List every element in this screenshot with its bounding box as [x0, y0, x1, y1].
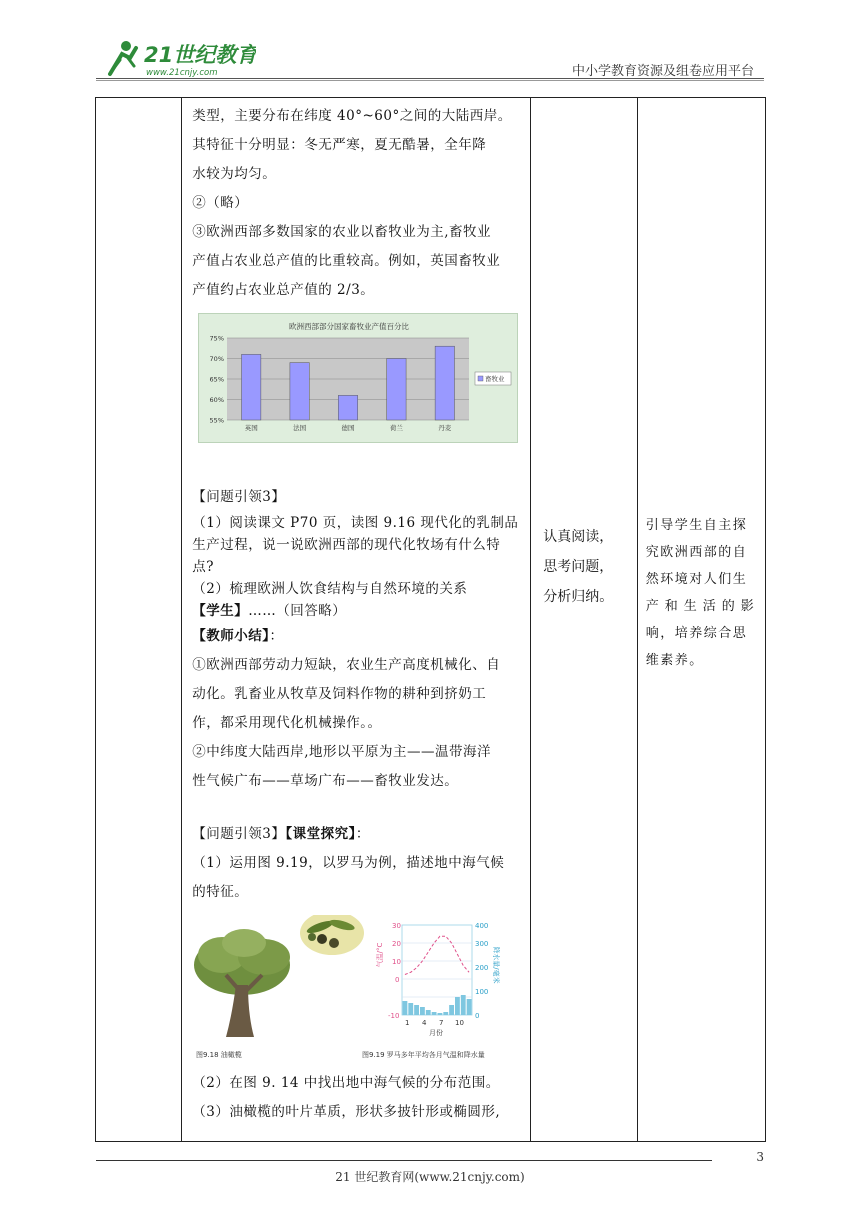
chart-title: 欧洲西部部分国家畜牧业产值百分比 [289, 322, 410, 331]
cell-teacher-activity [182, 98, 531, 1142]
text-line: （2）梳理欧洲人饮食结构与自然环境的关系 [192, 581, 468, 597]
text-line: （2）在图 9. 14 中找出地中海气候的分布范围。 [192, 1075, 500, 1091]
precip-bar [403, 1001, 408, 1015]
site-logo [96, 34, 256, 80]
teacher-colon: ： [269, 628, 284, 644]
intent-line: 维素养。 [645, 653, 704, 668]
precip-bar [461, 995, 466, 1015]
y-tick-label: 75% [209, 334, 225, 343]
livestock-chart [198, 313, 518, 443]
precip-bar [409, 1003, 414, 1015]
left-tick: 20 [392, 940, 402, 948]
precip-bar [467, 999, 472, 1015]
cell-stage [96, 98, 182, 1142]
right-tick: 200 [475, 964, 489, 972]
text-line: 产值占农业总产值的比重较高。例如，英国畜牧业 [192, 253, 501, 269]
lesson-table [95, 97, 766, 1142]
intent-line: 响，培养综合思 [645, 626, 748, 641]
fig-caption-right: 图9.19 罗马多年平均各月气温和降水量 [362, 1051, 486, 1059]
precip-bar [444, 1012, 449, 1015]
cell-student-activity [531, 98, 637, 1142]
precip-bar [426, 1010, 431, 1015]
header-divider-thin [96, 80, 764, 81]
precip-bar [455, 997, 460, 1015]
x-tick-label: 英国 [244, 424, 258, 432]
text-line: ①欧洲西部劳动力短缺，农业生产高度机械化、自 [192, 657, 501, 673]
olive-tree-image [194, 915, 364, 1059]
text-line: 作，都采用现代化机械操作。。 [192, 715, 382, 731]
student-line [192, 600, 524, 622]
left-tick: 0 [395, 976, 400, 984]
x-tick-label: 荷兰 [390, 424, 404, 432]
figure-row [192, 915, 524, 1065]
legend-label: 畜牧业 [485, 375, 505, 383]
left-tick: -10 [388, 1012, 400, 1020]
rome-climate-chart [362, 922, 501, 1059]
left-tick: 30 [392, 922, 402, 930]
y-tick-label: 65% [209, 375, 225, 384]
header-platform-text: 中小学教育资源及组卷应用平台 [571, 64, 754, 79]
text-line: 生产过程，说一说欧洲西部的现代化牧场有什么特 [192, 537, 501, 553]
right-tick: 400 [475, 922, 489, 930]
x-tick: 7 [439, 1019, 444, 1027]
y-tick-label: 70% [209, 355, 225, 363]
right-axis-label: 降水量/毫米 [492, 946, 501, 984]
x-tick-label: 法国 [293, 424, 307, 432]
bar [435, 346, 454, 420]
text-line: 类型，主要分布在纬度 40°~60°之间的大陆西岸。 [192, 108, 512, 124]
fig-caption-left: 图9.18 油橄榄 [196, 1051, 243, 1059]
x-tick: 4 [422, 1019, 427, 1027]
x-label: 月份 [429, 1029, 444, 1037]
text-line: （1）运用图 9.19，以罗马为例，描述地中海气候 [192, 855, 505, 871]
text-line: 产值约占农业总产值的 2/3。 [192, 282, 375, 298]
text-line: 点? [192, 559, 215, 575]
question-guide-title: 【问题引领3】 [192, 489, 286, 505]
student-activity-line: 思考问题， [543, 559, 614, 575]
teacher-label: 【教师小结】 [192, 628, 270, 644]
y-tick-label: 60% [209, 396, 225, 404]
text-line: 性气候广布——草场广布——畜牧业发达。 [192, 773, 459, 789]
precip-bar [414, 1005, 419, 1015]
livestock-chart-svg [199, 314, 517, 442]
right-tick: 300 [475, 940, 489, 948]
explore-colon: ： [355, 826, 370, 842]
x-tick: 10 [455, 1019, 465, 1027]
student-label: 【学生】 [192, 603, 249, 619]
footer-divider [96, 1160, 712, 1161]
right-tick: 100 [475, 988, 489, 996]
explore-title [192, 820, 524, 849]
bar [387, 359, 406, 421]
y-tick-label: 55% [209, 416, 225, 425]
teacher-summary-title [192, 622, 524, 651]
text-line: 动化。乳畜业从牧草及饲料作物的耕种到挤奶工 [192, 686, 487, 702]
intent-line: 产和生活的影 [645, 599, 760, 614]
text-line: 水较为均匀。 [192, 166, 277, 182]
header-divider [96, 78, 764, 79]
explore-title-a: 【问题引领3】 [192, 826, 286, 842]
text-line: 的特征。 [192, 884, 249, 900]
footer-site-text: 21 世纪教育网(www.21cnjy.com) [335, 1170, 525, 1184]
left-tick: 10 [392, 958, 402, 966]
student-activity-line: 认真阅读， [543, 529, 614, 545]
precip-bar [432, 1012, 437, 1015]
x-tick-label: 丹麦 [438, 424, 452, 432]
student-activity-line: 分析归纳。 [543, 589, 614, 605]
precip-bar [438, 1013, 443, 1015]
text-line: （3）油橄榄的叶片革质，形状多披针形或椭圆形, [192, 1104, 501, 1120]
student-text: ……（回答略） [248, 603, 347, 619]
right-tick: 0 [475, 1012, 480, 1020]
bar [242, 354, 261, 420]
logo-text: 21世纪教育 [144, 43, 256, 67]
legend-swatch [478, 376, 483, 381]
left-axis-label: 气温/°C [376, 942, 385, 968]
cell-design-intent [637, 98, 765, 1142]
precip-bar [449, 1005, 454, 1015]
text-line: ②中纬度大陆西岸,地形以平原为主——温带海洋 [192, 744, 492, 760]
text-line: （1）阅读课文 P70 页，读图 9.16 现代化的乳制品 [192, 515, 519, 531]
precip-bar [420, 1007, 425, 1015]
text-line: 其特征十分明显：冬无严寒，夏无酷暑，全年降 [192, 137, 487, 153]
text-line: ②（略） [192, 195, 249, 211]
x-tick-label: 德国 [341, 424, 355, 432]
x-tick: 1 [405, 1019, 410, 1027]
figures-svg [192, 915, 522, 1065]
intent-line: 究欧洲西部的自 [645, 545, 748, 560]
page-number: 3 [756, 1150, 764, 1164]
explore-title-b: 【课堂探究】 [285, 826, 356, 842]
intent-line: 然环境对人们生 [645, 572, 748, 587]
logo-url: www.21cnjy.com [146, 68, 218, 78]
intent-line: 引导学生自主探 [645, 518, 748, 533]
text-line: ③欧洲西部多数国家的农业以畜牧业为主,畜牧业 [192, 224, 492, 240]
bar [290, 363, 309, 420]
bar [339, 395, 358, 420]
